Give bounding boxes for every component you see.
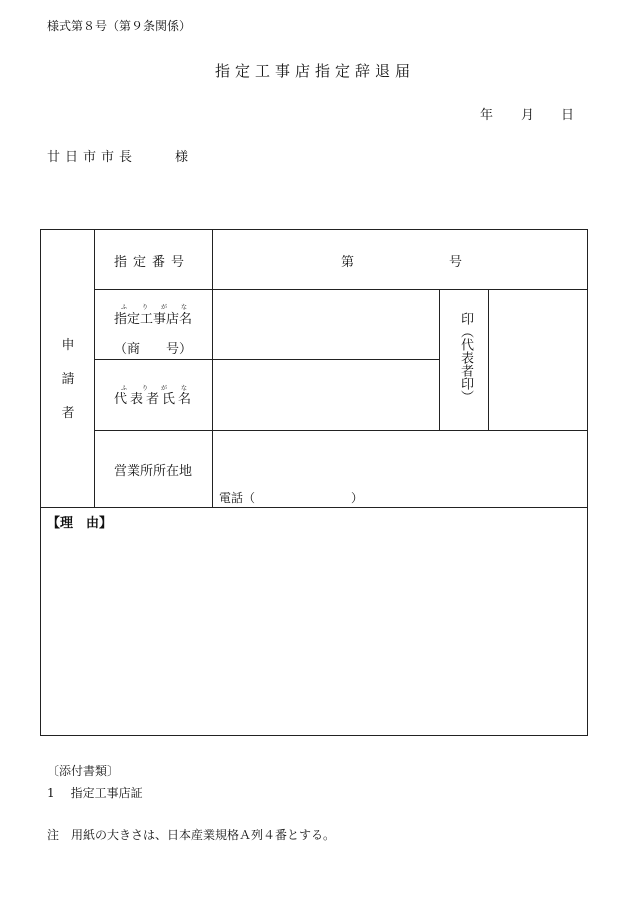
attachments-heading: 〔添付書類〕	[47, 764, 120, 778]
date-month-label: 月	[521, 108, 535, 123]
designation-number-suffix: 号	[449, 255, 463, 270]
representative-ruby: な	[181, 385, 188, 392]
store-name-ruby: な	[181, 304, 188, 311]
table-border	[94, 289, 588, 290]
table-border	[488, 289, 489, 430]
store-name-ruby: ふ	[121, 304, 128, 311]
application-form-table	[40, 229, 588, 736]
table-border	[94, 430, 588, 431]
applicant-side-label: 申 請 者	[61, 338, 75, 421]
designation-number-label: 指定番号	[114, 255, 191, 270]
date-day-label: 日	[561, 108, 575, 123]
table-border	[94, 359, 440, 360]
table-border	[41, 507, 588, 508]
table-border	[94, 230, 95, 507]
attachment-item	[47, 784, 143, 801]
store-name-label: 指定工事店名	[114, 312, 193, 327]
date-year-label: 年	[480, 108, 494, 123]
representative-ruby: が	[161, 385, 168, 392]
office-address-label: 営業所所在地	[114, 464, 193, 479]
representative-ruby: ふ	[121, 385, 128, 392]
store-name-ruby: り	[142, 304, 149, 311]
representative-ruby: り	[142, 385, 149, 392]
page-title: 指定工事店指定辞退届	[214, 62, 415, 80]
phone-label: 電話（ ）	[219, 491, 364, 505]
reason-label: 【理 由】	[47, 516, 113, 531]
store-name-ruby: が	[161, 304, 168, 311]
table-border	[212, 230, 213, 507]
form-number: 様式第８号（第９条関係）	[47, 19, 192, 33]
seal-label: 印（代表者印）	[458, 312, 473, 403]
representative-label: 代表者氏名	[114, 392, 195, 407]
paper-size-note: 注 用紙の大きさは、日本産業規格Ａ列４番とする。	[47, 828, 336, 842]
addressee-honorific: 様	[175, 150, 189, 165]
trade-name-label: （商 号）	[114, 342, 193, 357]
designation-number-prefix: 第	[341, 255, 355, 270]
attachment-text: 指定工事店証	[70, 786, 143, 800]
attachment-number: 1	[47, 786, 55, 800]
addressee-name: 廿日市市長	[47, 150, 138, 165]
